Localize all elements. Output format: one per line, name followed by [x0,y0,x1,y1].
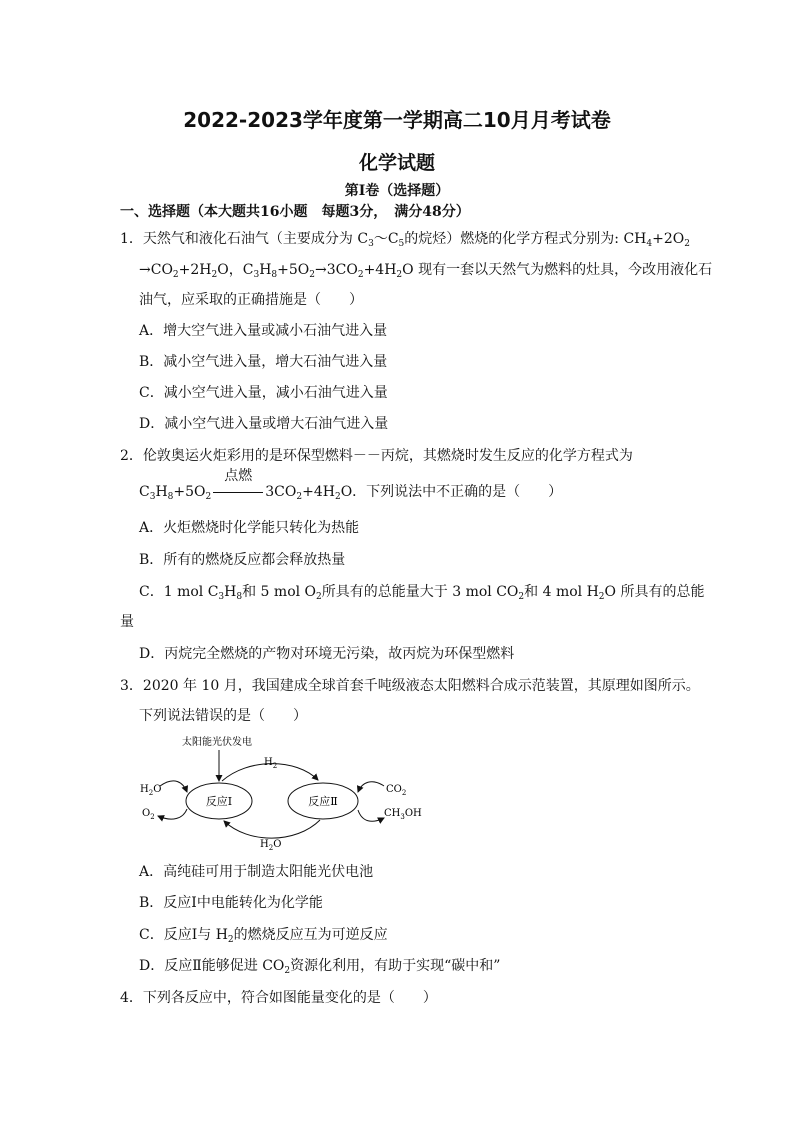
question-2-equation: $C_3H_8+5O_2$ 点燃 $3CO_2+4H_2O$．下列说法中不正确的是（ ） [139,468,563,502]
option-c: C．反应Ⅰ与 $H_2$的燃烧反应互为可逆反应 [139,927,388,945]
option-d: D．减小空气进入量或增大石油气进入量 [139,416,389,432]
question-2-line-1: 2．伦敦奥运火炬彩用的是环保型燃料－－丙烷，其燃烧时发生反应的化学方程式为 [120,448,633,464]
option-c-wrap: 量 [120,614,134,630]
option-a: A．高纯硅可用于制造太阳能光伏电池 [139,864,374,880]
h2o-return-arrow [224,820,320,838]
option-c: C．减小空气进入量，减小石油气进入量 [139,385,388,401]
option-d: D．反应Ⅱ能够促进 $CO_2$资源化利用，有助于实现“碳中和” [139,958,501,976]
reaction-cycle-diagram [130,734,430,858]
h2o-input-arrow [160,781,187,792]
option-b: B．减小空气进入量，增大石油气进入量 [139,354,388,370]
o2-output-label: $O_2$ [142,808,155,821]
subject-title: 化学试题 [358,152,435,174]
question-number: 3． [120,678,143,694]
question-1-line-1: 1．天然气和液化石油气（主要成分为 $C_3\sim C_5$的烷烃）燃烧的化学方程式分别为: $CH_4+2O_2$ [120,231,690,249]
option-b: B．反应Ⅰ中电能转化为化学能 [139,895,323,911]
section-heading: 一、选择题（本大题共16小题 每题3分， 满分48分） [120,204,470,220]
question-number: 1． [120,231,143,247]
option-c: C．1 mol $C_3H_8$和 5 mol $O_2$所具有的总能量大于 3 mol $CO_2$和 4 mol $H_2O$ 所具有的总能 [139,584,705,602]
question-4-line-1: 4．下列各反应中，符合如图能量变化的是（ ） [120,990,437,1006]
reaction-1-label: 反应Ⅰ [205,795,233,808]
question-1-line-3: 油气，应采取的正确措施是（ ） [139,292,363,308]
ch3oh-output-arrow [358,810,384,821]
question-number: 4． [120,990,143,1006]
h2-label: $H_2$ [264,757,278,770]
option-a: A．增大空气进入量或减小石油气进入量 [139,323,388,339]
question-1-line-2: $\to CO_2+2H_2O$，$C_3H_8+5O_2\to 3CO_2+4H_2O$ 现有一套以天然气为燃料的灶具，今改用液化石 [139,262,713,280]
reaction-2-label: 反应Ⅱ [308,795,338,808]
co2-input-label: $CO_2$ [386,784,407,797]
ch3oh-output-label: $CH_3OH$ [384,808,422,821]
question-3-line-2: 下列说法错误的是（ ） [139,708,307,724]
part-heading: 第Ⅰ卷（选择题） [344,183,450,199]
co2-input-arrow [358,782,384,792]
question-number: 2． [120,448,143,464]
solar-pv-label: 太阳能光伏发电 [182,737,252,748]
option-b: B．所有的燃烧反应都会释放热量 [139,552,346,568]
reaction-condition: 点燃 [211,483,265,501]
o2-output-arrow [158,809,187,819]
h2o-input-label: $H_2O$ [140,784,162,797]
question-3-line-1: 3．2020 年 10 月，我国建成全球首套千吨级液态太阳燃料合成示范装置，其原理如图所示。 [120,678,700,694]
h2o-bottom-label: $H_2O$ [260,839,282,852]
option-d: D．丙烷完全燃烧的产物对环境无污染，故丙烷为环保型燃料 [139,646,515,662]
option-a: A．火炬燃烧时化学能只转化为热能 [139,520,360,536]
exam-title: 2022-2023学年度第一学期高二10月月考试卷 [183,108,611,132]
equals-bar [213,492,263,493]
